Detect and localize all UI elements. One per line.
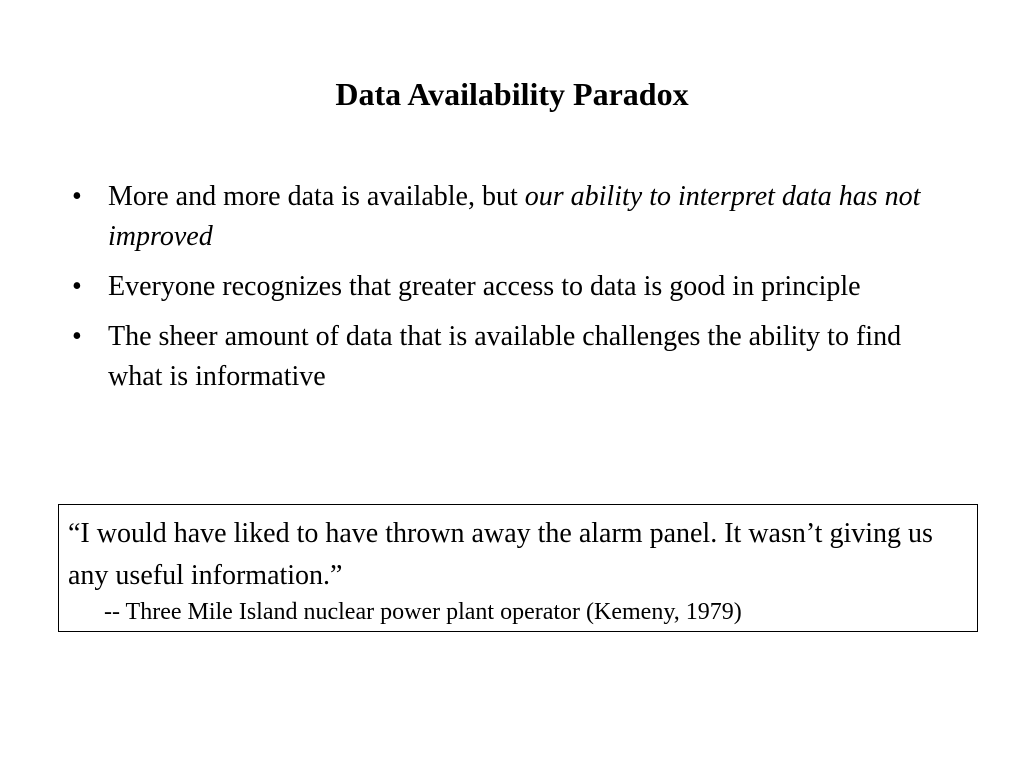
- bullet-icon: •: [72, 271, 82, 302]
- bullet-text: Everyone recognizes that greater access to data is good in principle: [108, 271, 861, 302]
- slide-title: Data Availability Paradox: [335, 76, 689, 112]
- bullet-icon: •: [72, 181, 82, 212]
- quote-box: [58, 504, 978, 632]
- bullet-item: [72, 267, 942, 307]
- bullet-list: [72, 177, 942, 407]
- bullet-text: The sheer amount of data that is available challenges the ability to find what is informative: [108, 321, 902, 392]
- bullet-emphasis: our ability to interpret data has not improved: [108, 181, 921, 252]
- quote-text: “I would have liked to have thrown away the alarm panel. It wasn’t giving us any useful information.”: [68, 518, 933, 591]
- quote-attribution: -- Three Mile Island nuclear power plant operator (Kemeny, 1979): [104, 599, 742, 625]
- bullet-icon: •: [72, 321, 82, 352]
- bullet-item: [72, 317, 942, 397]
- bullet-item: [72, 177, 942, 257]
- bullet-text: More and more data is available, but: [108, 181, 525, 212]
